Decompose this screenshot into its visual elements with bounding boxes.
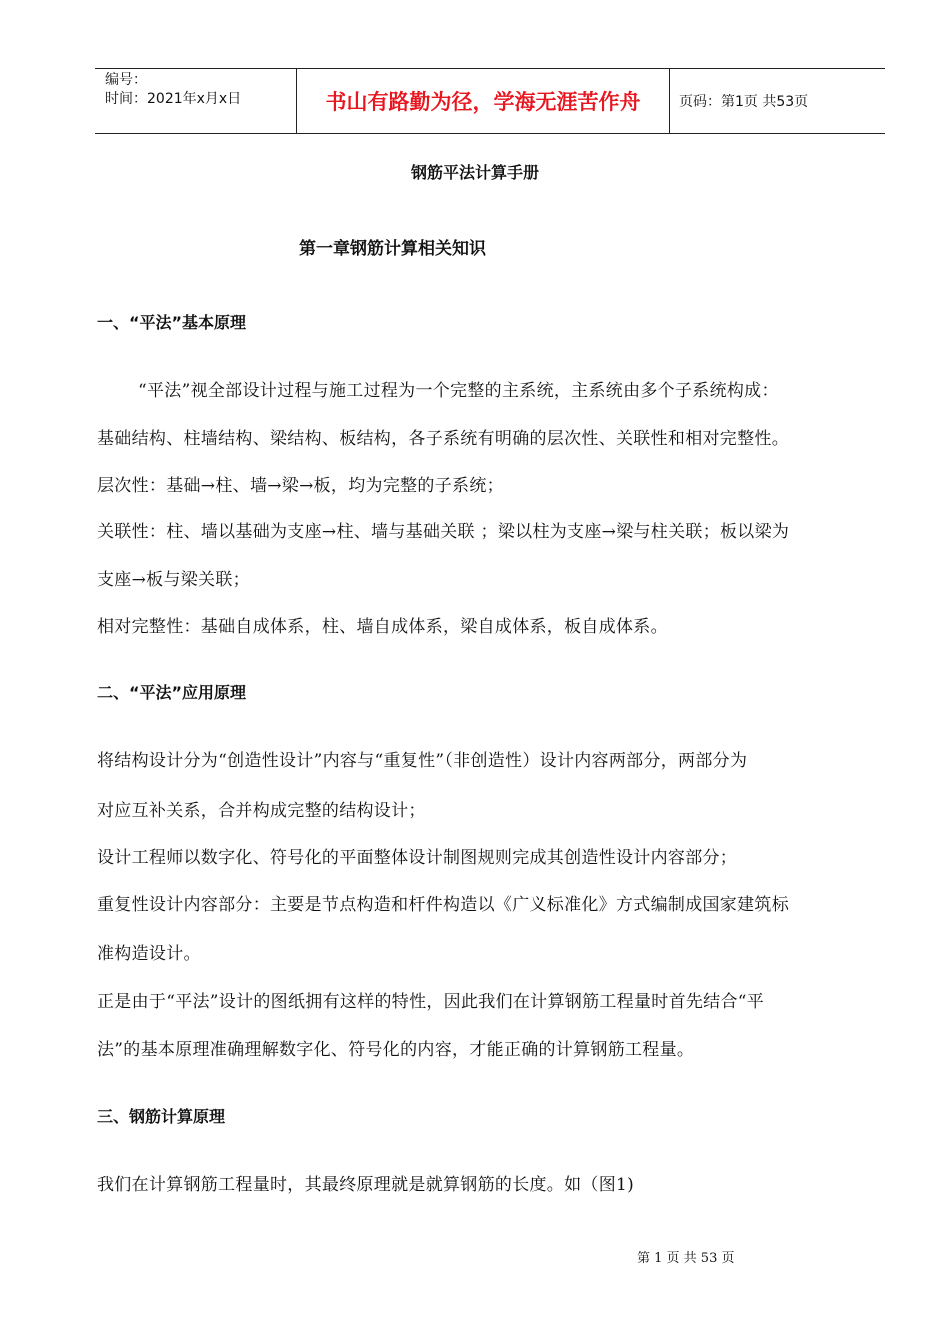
page-header xyxy=(95,68,885,134)
paragraph-line: 准构造设计。 xyxy=(97,944,201,964)
header-motto: 书山有路勤为径，学海无涯苦作舟 xyxy=(296,69,670,133)
paragraph-line: 相对完整性：基础自成体系，柱、墙自成体系，梁自成体系，板自成体系。 xyxy=(97,617,668,637)
paragraph-line: 设计工程师以数字化、符号化的平面整体设计制图规则完成其创造性设计内容部分； xyxy=(97,848,738,868)
section-heading-1: 一、“平法”基本原理 xyxy=(97,313,247,332)
document-title: 钢筋平法计算手册 xyxy=(410,163,539,182)
paragraph-line: 对应互补关系，合并构成完整的结构设计； xyxy=(97,801,426,821)
chapter-title: 第一章钢筋计算相关知识 xyxy=(299,239,486,259)
header-page-info: 页码：第1页 共53页 xyxy=(679,94,809,110)
section-heading-2: 二、“平法”应用原理 xyxy=(97,683,247,702)
paragraph-line: 支座→板与梁关联； xyxy=(97,570,250,590)
section-heading-3: 三、钢筋计算原理 xyxy=(97,1107,226,1126)
paragraph-line: 层次性：基础→柱、墙→梁→板，均为完整的子系统； xyxy=(97,476,504,496)
page-footer: 第 1 页 共 53 页 xyxy=(637,1251,735,1266)
paragraph-line: 我们在计算钢筋工程量时，其最终原理就是就算钢筋的长度。如（图1) xyxy=(97,1175,635,1195)
paragraph-line: 基础结构、柱墙结构、梁结构、板结构，各子系统有明确的层次性、关联性和相对完整性。 xyxy=(97,429,789,449)
time-label: 时间：2021年x月x日 xyxy=(105,91,242,107)
header-meta xyxy=(95,69,296,133)
paragraph-line: 将结构设计分为“创造性设计”内容与“重复性”（非创造性）设计内容两部分，两部分为 xyxy=(97,751,748,771)
number-label: 编号： xyxy=(105,72,147,88)
paragraph-line: “平法”视全部设计过程与施工过程为一个完整的主系统，主系统由多个子系统构成： xyxy=(138,381,779,401)
paragraph-line: 正是由于“平法”设计的图纸拥有这样的特性，因此我们在计算钢筋工程量时首先结合“平 xyxy=(97,992,765,1012)
paragraph-line: 关联性：柱、墙以基础为支座→柱、墙与基础关联 ；梁以柱为支座→梁与柱关联；板以梁为 xyxy=(97,522,790,542)
paragraph-line: 法”的基本原理准确理解数字化、符号化的内容，才能正确的计算钢筋工程量。 xyxy=(97,1040,695,1060)
paragraph-line: 重复性设计内容部分：主要是节点构造和杆件构造以《广义标准化》方式编制成国家建筑标 xyxy=(97,895,789,915)
